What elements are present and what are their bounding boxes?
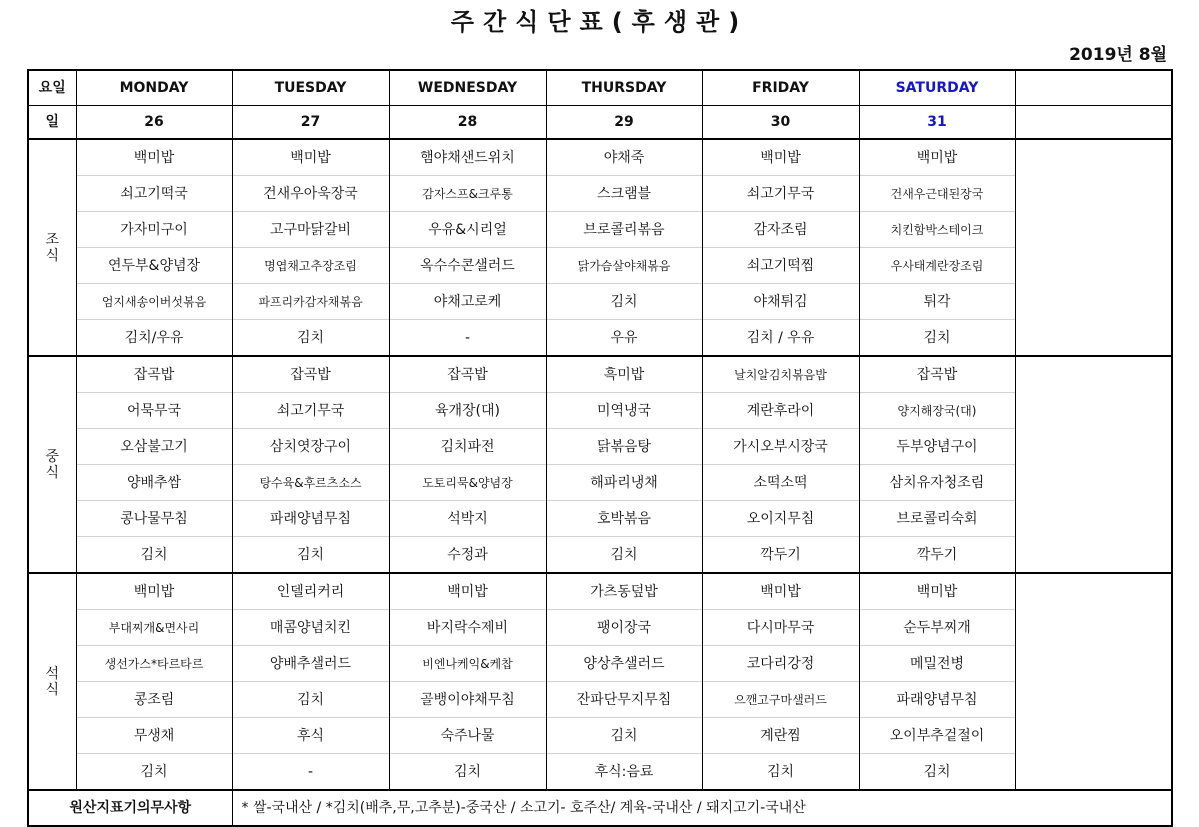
menu-row (28, 537, 1172, 574)
menu-row (28, 176, 1172, 212)
menu-item: 순두부찌개 (859, 610, 1015, 646)
menu-item: 감자조림 (702, 212, 859, 248)
menu-item: - (232, 754, 389, 791)
menu-item: 옥수수콘샐러드 (389, 248, 546, 284)
meal-label (28, 573, 76, 790)
day-name-friday: FRIDAY (702, 70, 859, 106)
menu-item: 잡곡밥 (232, 356, 389, 393)
menu-item: 양상추샐러드 (546, 646, 702, 682)
menu-item: 잡곡밥 (76, 356, 232, 393)
date-row (28, 106, 1172, 140)
menu-item: 백미밥 (702, 573, 859, 610)
menu-item: 석박지 (389, 501, 546, 537)
menu-item: 수정과 (389, 537, 546, 574)
menu-row (28, 320, 1172, 357)
menu-item: 골뱅이야채무침 (389, 682, 546, 718)
blank-cell (1015, 573, 1172, 790)
menu-item: 햄야채샌드위치 (389, 139, 546, 176)
menu-item: 삼치유자청조림 (859, 465, 1015, 501)
menu-item: 김치파전 (389, 429, 546, 465)
menu-item: 우사태계란장조림 (859, 248, 1015, 284)
menu-item: 삼치엿장구이 (232, 429, 389, 465)
menu-item: 브로콜리숙회 (859, 501, 1015, 537)
menu-item: 소떡소떡 (702, 465, 859, 501)
menu-item: 김치 (546, 718, 702, 754)
date-cell: 29 (546, 106, 702, 140)
meal-label (28, 139, 76, 356)
date-cell: 31 (859, 106, 1015, 140)
menu-row (28, 429, 1172, 465)
day-name-tuesday: TUESDAY (232, 70, 389, 106)
day-name-thursday: THURSDAY (546, 70, 702, 106)
blank-cell (1015, 356, 1172, 573)
menu-item: 치킨함박스테이크 (859, 212, 1015, 248)
menu-row (28, 718, 1172, 754)
menu-item: 흑미밥 (546, 356, 702, 393)
menu-item: 김치/우유 (76, 320, 232, 357)
menu-item: 감자스프&크루통 (389, 176, 546, 212)
menu-row (28, 139, 1172, 176)
menu-item: 쇠고기무국 (702, 176, 859, 212)
page-title: 주간식단표(후생관) (450, 8, 749, 36)
menu-item: 다시마무국 (702, 610, 859, 646)
blank-cell (1015, 139, 1172, 356)
menu-item: 야채튀김 (702, 284, 859, 320)
menu-item: 파프리카감자채볶음 (232, 284, 389, 320)
menu-item: 숙주나물 (389, 718, 546, 754)
date-cell: 27 (232, 106, 389, 140)
menu-item: 계란후라이 (702, 393, 859, 429)
date-cell: 28 (389, 106, 546, 140)
weekly-menu-table (27, 69, 1173, 827)
menu-item: 김치 (76, 754, 232, 791)
menu-item: 닭볶음탕 (546, 429, 702, 465)
menu-item: 무생채 (76, 718, 232, 754)
menu-item: 백미밥 (232, 139, 389, 176)
menu-row (28, 284, 1172, 320)
blank-cell (1015, 106, 1172, 140)
menu-item: 콩나물무침 (76, 501, 232, 537)
date-cell: 30 (702, 106, 859, 140)
menu-item: 엄지새송이버섯볶음 (76, 284, 232, 320)
menu-item: 쇠고기떡찜 (702, 248, 859, 284)
menu-item: 부대찌개&면사리 (76, 610, 232, 646)
menu-item: 후식 (232, 718, 389, 754)
menu-row (28, 646, 1172, 682)
header-row (28, 70, 1172, 106)
menu-item: 잔파단무지무침 (546, 682, 702, 718)
menu-item: - (389, 320, 546, 357)
menu-item: 김치 (232, 537, 389, 574)
menu-item: 양배추쌈 (76, 465, 232, 501)
date-header-label: 일 (28, 106, 76, 140)
origin-text: * 쌀-국내산 / *김치(배추,무,고추분)-중국산 / 소고기- 호주산/ 계육-국내산 / 돼지고기-국내산 (232, 790, 1172, 826)
menu-row (28, 393, 1172, 429)
menu-item: 미역냉국 (546, 393, 702, 429)
menu-item: 인델리커리 (232, 573, 389, 610)
blank-cell (1015, 70, 1172, 106)
menu-item: 우유 (546, 320, 702, 357)
menu-item: 백미밥 (859, 139, 1015, 176)
origin-row (28, 790, 1172, 826)
menu-item: 백미밥 (702, 139, 859, 176)
menu-item: 쇠고기떡국 (76, 176, 232, 212)
menu-item: 후식:음료 (546, 754, 702, 791)
menu-row (28, 248, 1172, 284)
menu-row (28, 212, 1172, 248)
menu-item: 생선가스*타르타르 (76, 646, 232, 682)
menu-item: 김치 (702, 754, 859, 791)
menu-item: 김치 (546, 537, 702, 574)
menu-item: 김치 (546, 284, 702, 320)
menu-item: 깍두기 (702, 537, 859, 574)
menu-item: 오이부추겉절이 (859, 718, 1015, 754)
menu-item: 김치 / 우유 (702, 320, 859, 357)
meal-label-char: 식 (45, 464, 60, 481)
menu-item: 가자미구이 (76, 212, 232, 248)
day-name-saturday: SATURDAY (859, 70, 1015, 106)
menu-item: 도토리묵&양념장 (389, 465, 546, 501)
menu-item: 김치 (76, 537, 232, 574)
menu-item: 백미밥 (859, 573, 1015, 610)
menu-item: 날치알김치볶음밥 (702, 356, 859, 393)
menu-item: 연두부&양념장 (76, 248, 232, 284)
menu-row (28, 610, 1172, 646)
menu-row (28, 356, 1172, 393)
menu-item: 계란찜 (702, 718, 859, 754)
menu-row (28, 465, 1172, 501)
menu-item: 오삼불고기 (76, 429, 232, 465)
menu-item: 호박볶음 (546, 501, 702, 537)
menu-item: 백미밥 (76, 139, 232, 176)
menu-item: 잡곡밥 (389, 356, 546, 393)
menu-item: 튀각 (859, 284, 1015, 320)
menu-item: 팽이장국 (546, 610, 702, 646)
menu-item: 깍두기 (859, 537, 1015, 574)
menu-item: 오이지무침 (702, 501, 859, 537)
meal-label-char: 조 (45, 231, 60, 248)
day-name-wednesday: WEDNESDAY (389, 70, 546, 106)
menu-item: 닭가슴살야채볶음 (546, 248, 702, 284)
menu-item: 김치 (389, 754, 546, 791)
origin-label: 원산지표기의무사항 (28, 790, 232, 826)
menu-item: 브로콜리볶음 (546, 212, 702, 248)
menu-item: 어묵무국 (76, 393, 232, 429)
menu-item: 건새우근대된장국 (859, 176, 1015, 212)
menu-item: 코다리강정 (702, 646, 859, 682)
menu-item: 가시오부시장국 (702, 429, 859, 465)
menu-item: 바지락수제비 (389, 610, 546, 646)
menu-item: 우유&시리얼 (389, 212, 546, 248)
menu-row (28, 501, 1172, 537)
menu-item: 파래양념무침 (859, 682, 1015, 718)
menu-item: 백미밥 (389, 573, 546, 610)
meal-label-char: 석 (45, 665, 60, 682)
menu-item: 양배추샐러드 (232, 646, 389, 682)
menu-item: 스크램블 (546, 176, 702, 212)
menu-item: 명엽채고추장조림 (232, 248, 389, 284)
menu-item: 콩조림 (76, 682, 232, 718)
menu-item: 건새우아욱장국 (232, 176, 389, 212)
menu-item: 두부양념구이 (859, 429, 1015, 465)
menu-item: 메밀전병 (859, 646, 1015, 682)
menu-row (28, 754, 1172, 791)
menu-item: 백미밥 (76, 573, 232, 610)
menu-item: 으깬고구마샐러드 (702, 682, 859, 718)
meal-label (28, 356, 76, 573)
menu-item: 해파리냉채 (546, 465, 702, 501)
menu-item: 비엔나케익&케찹 (389, 646, 546, 682)
menu-item: 탕수육&후르츠소스 (232, 465, 389, 501)
meal-label-char: 식 (45, 681, 60, 698)
date-cell: 26 (76, 106, 232, 140)
menu-month: 2019년 8월 (1069, 45, 1167, 65)
day-name-monday: MONDAY (76, 70, 232, 106)
day-header-label: 요일 (28, 70, 76, 106)
meal-label-char: 식 (45, 247, 60, 264)
menu-item: 매콤양념치킨 (232, 610, 389, 646)
menu-item: 김치 (859, 320, 1015, 357)
menu-item: 야채죽 (546, 139, 702, 176)
menu-item: 김치 (232, 682, 389, 718)
menu-item: 고구마닭갈비 (232, 212, 389, 248)
meal-label-char: 중 (45, 448, 60, 465)
menu-item: 양지해장국(대) (859, 393, 1015, 429)
menu-item: 김치 (859, 754, 1015, 791)
menu-row (28, 573, 1172, 610)
menu-item: 김치 (232, 320, 389, 357)
menu-item: 쇠고기무국 (232, 393, 389, 429)
menu-item: 육개장(대) (389, 393, 546, 429)
menu-item: 파래양념무침 (232, 501, 389, 537)
menu-item: 야채고로케 (389, 284, 546, 320)
menu-item: 잡곡밥 (859, 356, 1015, 393)
menu-item: 가츠동덮밥 (546, 573, 702, 610)
menu-row (28, 682, 1172, 718)
